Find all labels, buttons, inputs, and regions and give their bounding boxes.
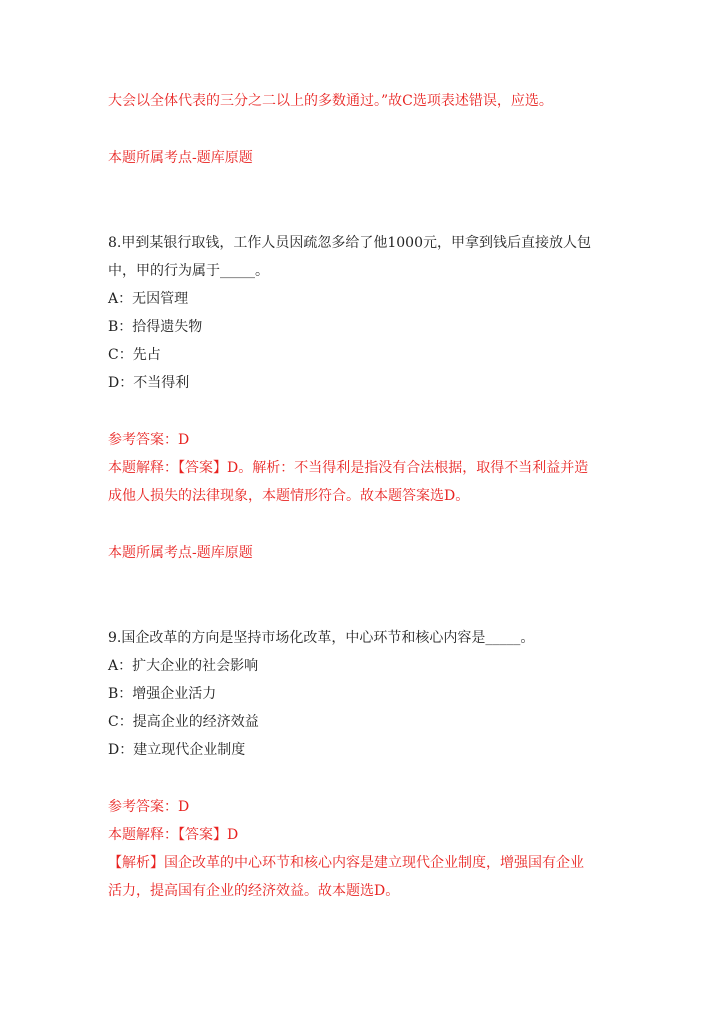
q9-option-c: C：提高企业的经济效益 (108, 714, 259, 730)
q8-option-c: C：先占 (108, 347, 161, 363)
q9-answer: 参考答案：D (108, 799, 190, 815)
q8-stem-line1: 8.甲到某银行取钱，工作人员因疏忽多给了他1000元，甲拿到钱后直接放人包 (108, 235, 591, 251)
prev-explanation-tail: 大会以全体代表的三分之二以上的多数通过。”故C选项表述错误，应选。 (108, 93, 553, 109)
q8-explanation-line2: 成他人损失的法律现象，本题情形符合。故本题答案选D。 (108, 488, 470, 504)
q9-option-d: D：建立现代企业制度 (108, 742, 246, 758)
q9-explanation-line3: 活力，提高国有企业的经济效益。故本题选D。 (108, 883, 400, 899)
prev-source-note: 本题所属考点-题库原题 (108, 150, 253, 166)
q8-option-d: D：不当得利 (108, 375, 190, 391)
q9-option-a: A：扩大企业的社会影响 (108, 658, 259, 674)
q9-explanation-line2: 【解析】国企改革的中心环节和核心内容是建立现代企业制度，增强国有企业 (108, 855, 584, 871)
q8-option-b: B：拾得遗失物 (108, 319, 203, 335)
q8-stem-line2: 中，甲的行为属于_____。 (108, 263, 269, 279)
q8-source-note: 本题所属考点-题库原题 (108, 545, 253, 561)
q8-answer: 参考答案：D (108, 432, 190, 448)
q9-stem: 9.国企改革的方向是坚持市场化改革，中心环节和核心内容是_____。 (108, 630, 535, 646)
q8-option-a: A：无因管理 (108, 291, 189, 307)
q9-option-b: B：增强企业活力 (108, 686, 217, 702)
q9-explanation-line1: 本题解释：【答案】D (108, 827, 239, 843)
q8-explanation-line1: 本题解释：【答案】D。解析：不当得利是指没有合法根据，取得不当利益并造 (108, 460, 589, 476)
